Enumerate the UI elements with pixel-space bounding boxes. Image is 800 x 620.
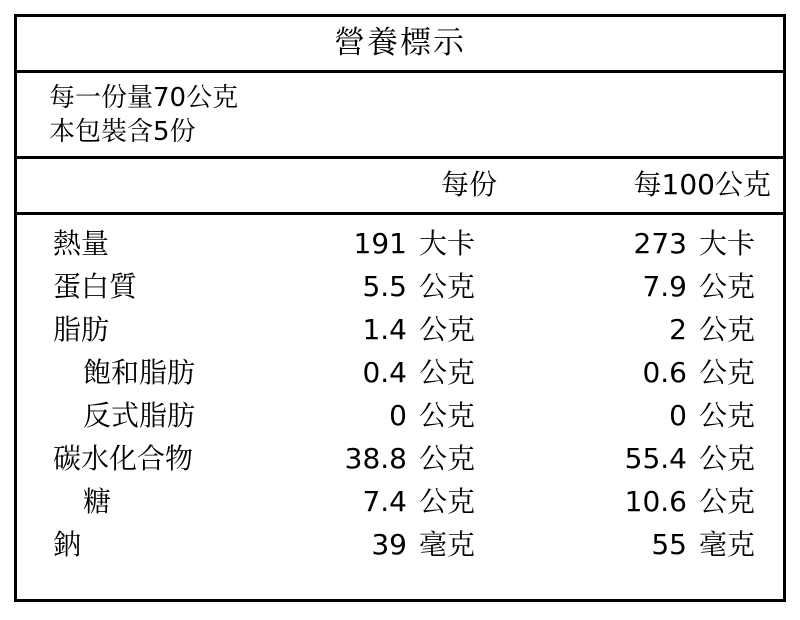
table-row	[17, 309, 783, 352]
per-serving-value: 0.4	[362, 356, 407, 389]
per-serving-unit: 公克	[419, 442, 476, 475]
nutrient-name: 反式脂肪	[83, 399, 196, 432]
per-100g-unit: 公克	[699, 313, 756, 346]
per-100g-unit: 公克	[699, 399, 756, 432]
per-serving-unit: 公克	[419, 399, 476, 432]
table-row	[17, 438, 783, 481]
per-serving-unit: 公克	[419, 313, 476, 346]
per-100g-value: 0	[669, 399, 687, 432]
per-100g-value: 0.6	[642, 356, 687, 389]
per-100g-unit: 公克	[699, 270, 756, 303]
per-serving-value: 0	[389, 399, 407, 432]
per-100g-value: 55	[651, 528, 687, 561]
serving-size-text: 每一份量70公克	[49, 83, 239, 113]
per-100g-value: 7.9	[642, 270, 687, 303]
per-serving-value: 1.4	[362, 313, 407, 346]
per-100g-unit: 大卡	[699, 227, 756, 260]
column-header-per-serving: 每份	[440, 168, 497, 201]
per-serving-value: 191	[353, 227, 407, 260]
page-title: 營養標示	[334, 25, 466, 61]
per-serving-unit: 公克	[419, 356, 476, 389]
column-header-row	[17, 159, 783, 215]
per-100g-value: 55.4	[624, 442, 687, 475]
servings-per-package-text: 本包裝含5份	[49, 117, 196, 147]
nutrient-name: 糖	[83, 485, 112, 518]
nutrient-name: 脂肪	[53, 313, 110, 346]
per-100g-value: 2	[669, 313, 687, 346]
table-row	[17, 524, 783, 567]
per-serving-unit: 公克	[419, 270, 476, 303]
per-100g-unit: 公克	[699, 442, 756, 475]
per-100g-unit: 公克	[699, 485, 756, 518]
per-serving-value: 5.5	[362, 270, 407, 303]
nutrient-name: 鈉	[53, 528, 82, 561]
column-header-per-100g: 每100公克	[633, 168, 771, 201]
per-serving-unit: 公克	[419, 485, 476, 518]
nutrient-name: 碳水化合物	[53, 442, 194, 475]
table-row	[17, 266, 783, 309]
per-100g-value: 273	[633, 227, 687, 260]
table-row	[17, 395, 783, 438]
per-serving-value: 7.4	[362, 485, 407, 518]
per-100g-unit: 公克	[699, 356, 756, 389]
nutrition-title-row	[17, 17, 783, 73]
serving-info-row	[17, 73, 783, 159]
nutrient-name: 蛋白質	[53, 270, 138, 303]
table-row	[17, 223, 783, 266]
per-serving-unit: 毫克	[419, 528, 476, 561]
table-row	[17, 352, 783, 395]
per-serving-unit: 大卡	[419, 227, 476, 260]
per-serving-value: 39	[371, 528, 407, 561]
nutrient-name: 熱量	[53, 227, 110, 260]
nutrient-rows	[17, 215, 783, 567]
nutrition-facts-panel	[14, 14, 786, 602]
nutrient-name: 飽和脂肪	[83, 356, 196, 389]
table-row	[17, 481, 783, 524]
per-100g-unit: 毫克	[699, 528, 756, 561]
per-serving-value: 38.8	[344, 442, 407, 475]
per-100g-value: 10.6	[624, 485, 687, 518]
